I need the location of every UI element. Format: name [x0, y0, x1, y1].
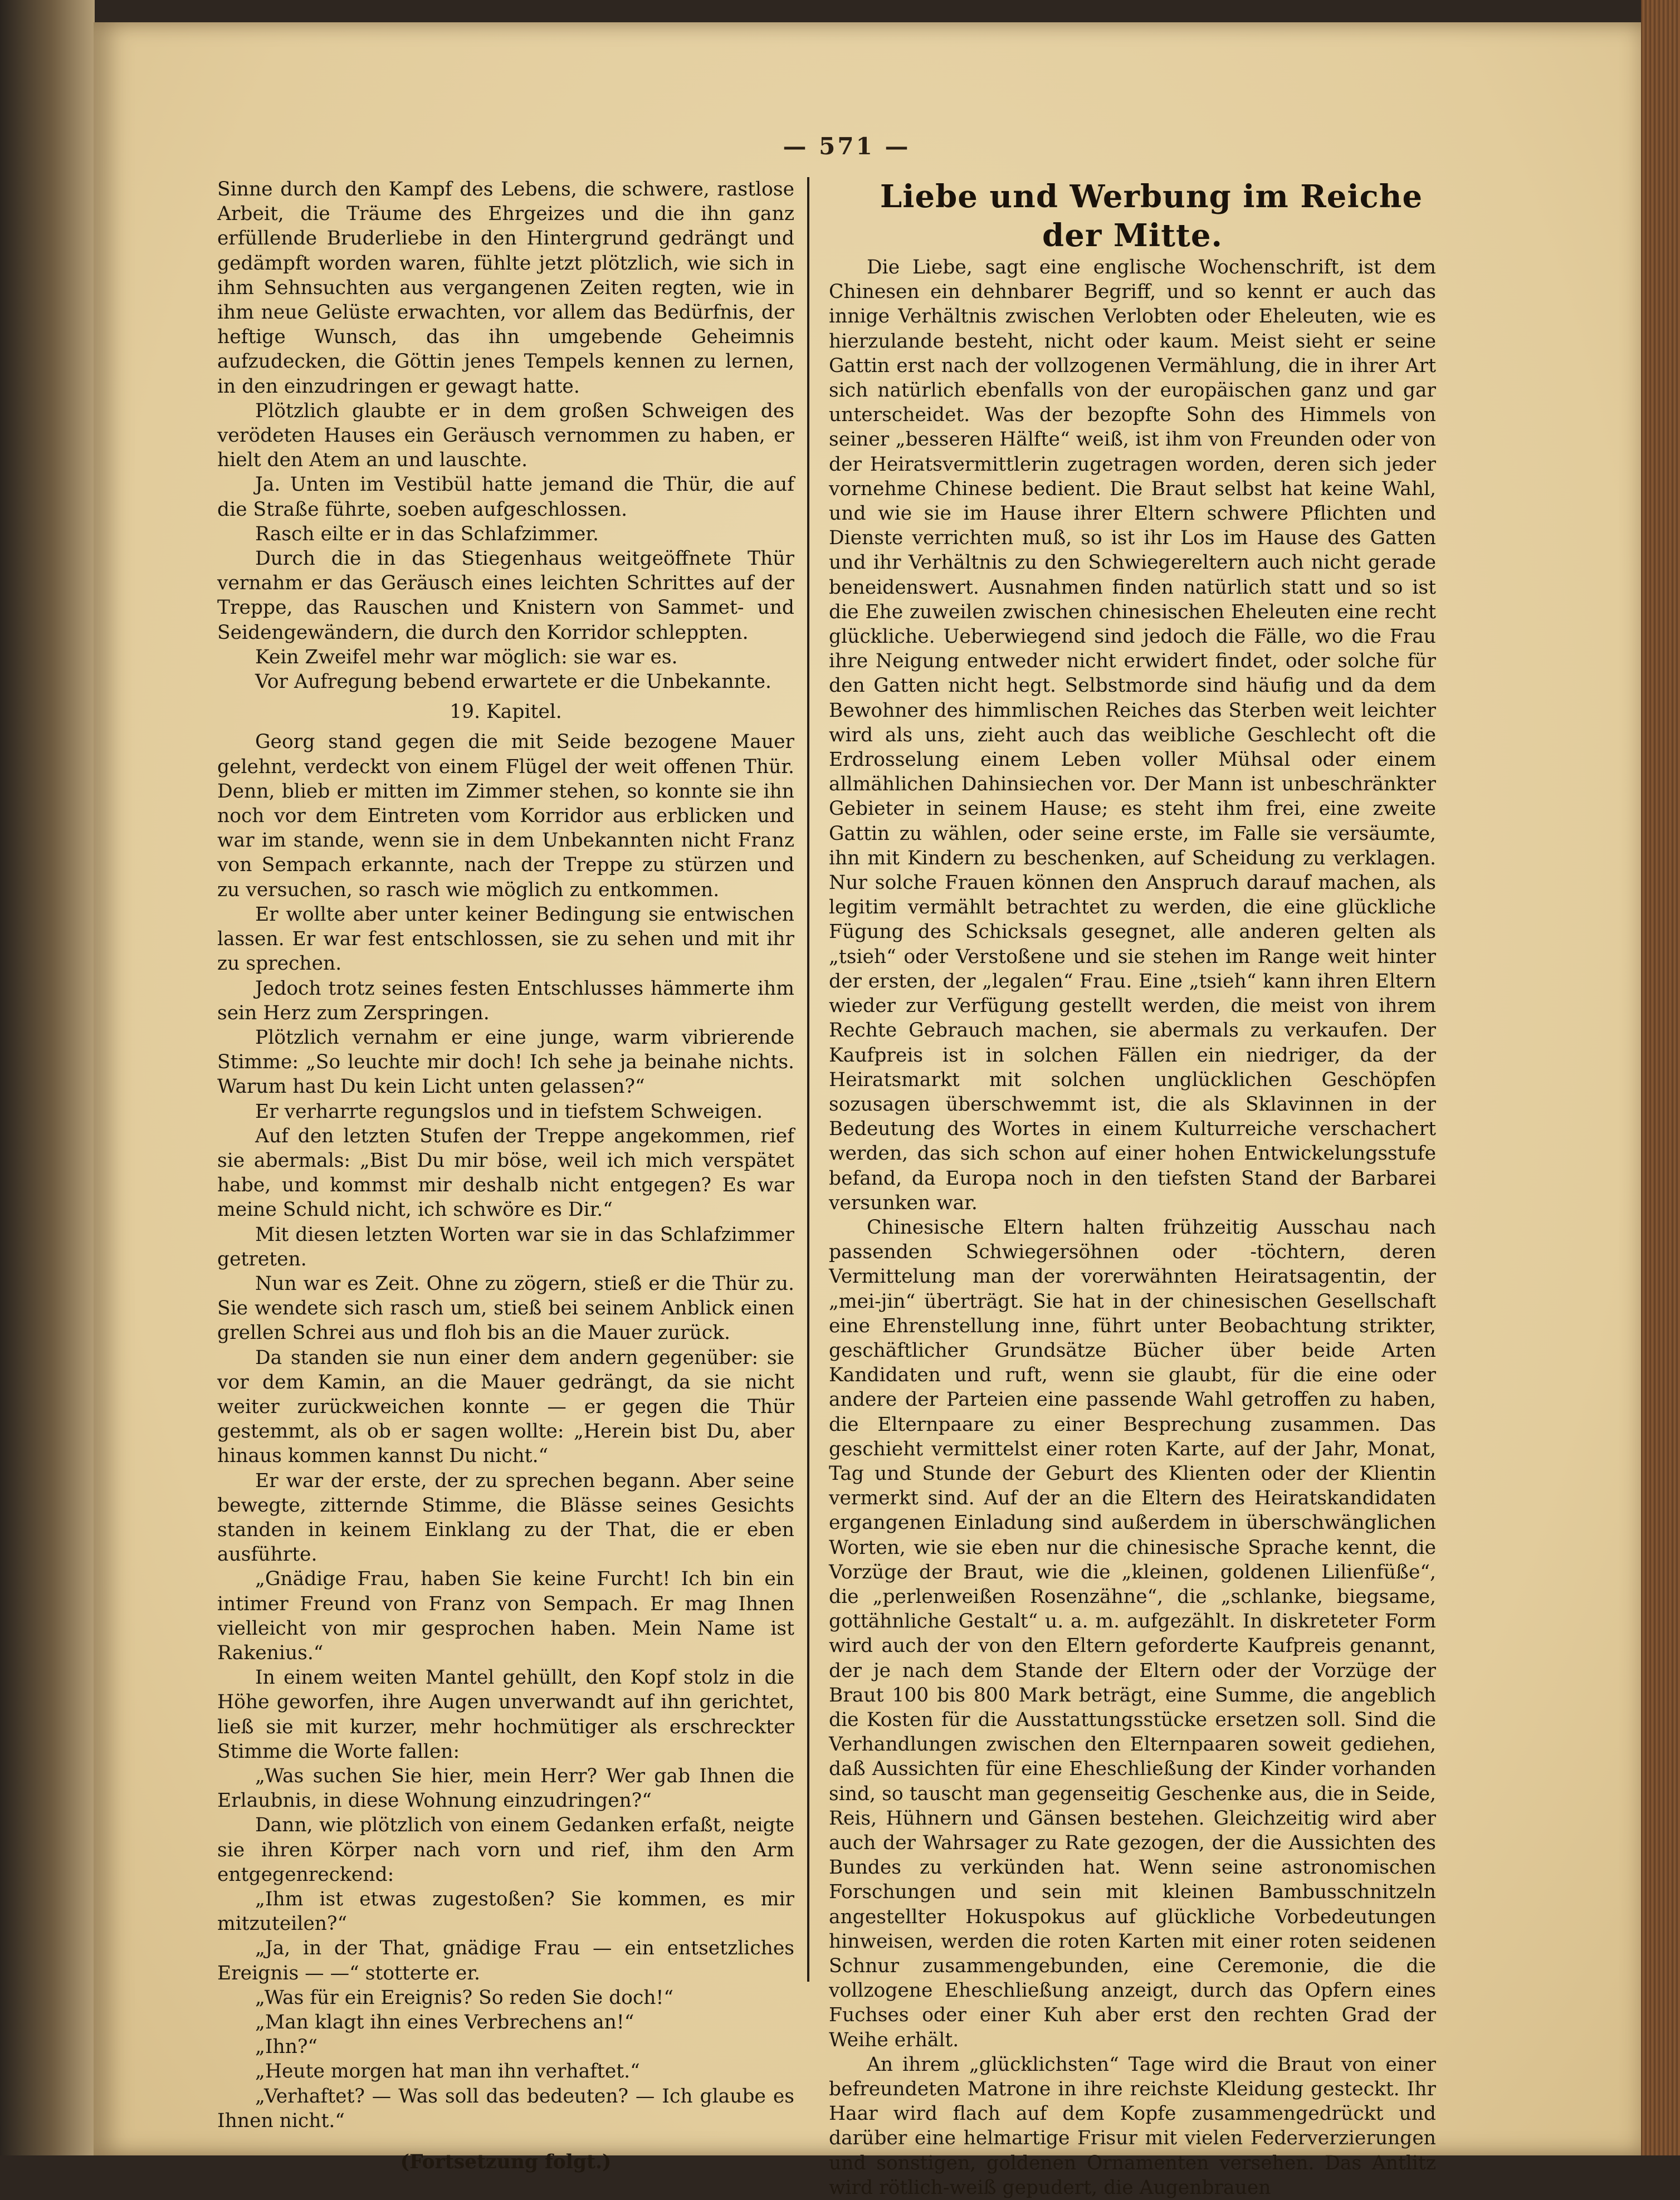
- paragraph: Er wollte aber unter keiner Bedingung sie entwischen lassen. Er war fest entschlossen, sie zu sehen und mit ihr zu sprechen.: [217, 903, 794, 975]
- paragraph: „Ihn?“: [255, 2036, 318, 2059]
- paragraph: Jedoch trotz seines festen Entschlusses hämmerte ihm sein Herz zum Zerspringen.: [217, 977, 794, 1024]
- paragraph: Vor Aufregung bebend erwartete er die Unbekannte.: [255, 671, 772, 693]
- paragraph: Nun war es Zeit. Ohne zu zögern, stieß er die Thür zu. Sie wendete sich rasch um, stieß bei seinem Anblick einen grellen Schrei aus und floh bis an die Mauer zurück.: [217, 1272, 794, 1345]
- paragraph: Sinne durch den Kampf des Lebens, die schwere, rastlose Arbeit, die Träume des Ehrgeizes und die ihn ganz erfüllende Bruderliebe in den Hintergrund gedrängt und gedämpft worden waren, fühlte jetzt plötzlich, wie sich in ihm Sehnsuchten aus vergangenen Zeiten regten, wie in ihm neue Gelüste erwachten, vor allem das Bedürfnis, der heftige Wunsch, das ihn umgebende Geheimnis aufzudecken, die Göttin jenes Tempels kennen zu lernen, in den einzudringen er gewagt hatte.: [217, 178, 794, 398]
- paragraph: Da standen sie nun einer dem andern gegenüber: sie vor dem Kamin, an die Mauer gedrängt, da sie nicht weiter zurückweichen konnte — er gegen die Thür gestemmt, als ob er sagen wollte: „Herein bist Du, aber hinaus kommen kannst Du nicht.“: [217, 1346, 794, 1468]
- paragraph: Dann, wie plötzlich von einem Gedanken erfaßt, neigte sie ihren Körper nach vorn und rief, ihm den Arm entgegenreckend:: [217, 1814, 794, 1886]
- paragraph: Die Liebe, sagt eine englische Wochenschrift, ist dem Chinesen ein dehnbarer Begriff, und so kennt er auch das innige Verhältnis zwischen Verlobten oder Eheleuten, wie es hierzulande besteht, nicht oder kaum. Meist sieht er seine Gattin erst nach der vollzogenen Vermählung, die in ihrer Art sich natürlich ebenfalls von der europäischen ganz und gar unterscheidet. Was der bezopfte Sohn des Himmels von seiner „besseren Hälfte“ weiß, ist ihm von Freunden oder von der Heiratsvermittlerin zugetragen worden, deren sich jeder vornehme Chinese bedient. Die Braut selbst hat keine Wahl, und wie sie im Hause ihrer Eltern schwere Pflichten und Dienste verrichten muß, so ist ihr Los im Hause des Gatten und ihr Verhältnis zu den Schwiegereltern auch nicht gerade beneidenswert. Ausnahmen finden natürlich statt und so ist die Ehe zuweilen zwischen chinesischen Eheleuten eine recht glückliche. Ueberwiegend sind jedoch die Fälle, wo die Frau ihre Neigung entweder nicht erwidert findet, oder solche für den Gatten nicht hegt. Selbstmorde sind häufig und da dem Bewohner des himmlischen Reiches das Sterben weit leichter wird als uns, zieht auch das weibliche Geschlecht oft die Erdrosselung einem Leben voller Mühsal oder einem allmählichen Dahinsiechen vor. Der Mann ist unbeschränkter Gebieter in seinem Hause; es steht ihm frei, eine zweite Gattin zu wählen, oder seine erste, im Falle sie versäumte, ihn mit Kindern zu beschenken, auf Scheidung zu verklagen. Nur solche Frauen können den Anspruch darauf machen, als legitim vermählt betrachtet zu werden, die eine glückliche Fügung des Schicksals gesegnet, alle anderen gelten als „tsieh“ oder Verstoßene und sie stehen im Range weit hinter der ersten, der „legalen“ Frau. Eine „tsieh“ kann ihren Eltern wieder zur Verfügung gestellt werden, die meist von ihrem Rechte Gebrauch machen, sie abermals zu verkaufen. Der Kaufpreis ist in solchen Fällen ein niedriger, da der Heiratsmarkt mit solchen unglücklichen Geschöpfen sozusagen überschwemmt ist, die als Sklavinnen in der Bedeutung des Wortes in einem Kulturreiche verschachert werden, das sich schon auf einer hohen Entwickelungsstufe befand, da Europa noch in den tiefsten Stand der Barbarei versunken war.: [829, 256, 1436, 1214]
- paragraph: Er verharrte regungslos und in tiefstem Schweigen.: [255, 1100, 763, 1123]
- paragraph: Kein Zweifel mehr war möglich: sie war es.: [255, 646, 678, 668]
- paragraph: „Ja, in der That, gnädige Frau — ein entsetzliches Ereignis — —“ stotterte er.: [217, 1937, 794, 1984]
- right-column: [829, 177, 1436, 2200]
- paragraph: Plötzlich glaubte er in dem großen Schweigen des verödeten Hauses ein Geräusch vernommen zu haben, er hielt den Atem an und lauschte.: [217, 399, 794, 472]
- chapter-heading: 19. Kapitel.: [450, 701, 562, 723]
- continued-note: (Fortsetzung folgt.): [400, 2151, 612, 2174]
- article-title: Liebe und Werbung im Reiche der Mitte.: [880, 178, 1423, 254]
- paragraph: „Was für ein Ereignis? So reden Sie doch!“: [255, 1986, 673, 2009]
- paragraph: Durch die in das Stiegenhaus weitgeöffnete Thür vernahm er das Geräusch eines leichten Schrittes auf der Treppe, das Rauschen und Knistern von Sammet- und Seidengewändern, die durch den Korridor schleppten.: [217, 547, 794, 644]
- paragraph: „Man klagt ihn eines Verbrechens an!“: [255, 2011, 634, 2034]
- paragraph: „Was suchen Sie hier, mein Herr? Wer gab Ihnen die Erlaubnis, in diese Wohnung einzudringen?“: [217, 1765, 794, 1812]
- left-column: [217, 177, 794, 2174]
- paragraph: Mit diesen letzten Worten war sie in das Schlafzimmer getreten.: [217, 1223, 794, 1270]
- paragraph: „Verhaftet? — Was soll das bedeuten? — Ich glaube es Ihnen nicht.“: [217, 2085, 794, 2132]
- paragraph: Er war der erste, der zu sprechen begann. Aber seine bewegte, zitternde Stimme, die Blässe seines Gesichts standen in keinem Einklang zu der That, die er eben ausführte.: [217, 1469, 794, 1566]
- paragraph: Ja. Unten im Vestibül hatte jemand die Thür, die auf die Straße führte, soeben aufgeschlossen.: [217, 473, 794, 521]
- left-page-edge: [0, 0, 95, 2155]
- column-divider: [807, 177, 809, 1982]
- paragraph: In einem weiten Mantel gehüllt, den Kopf stolz in die Höhe geworfen, ihre Augen unverwandt auf ihn gerichtet, ließ sie mit kurzer, mehr hochmütiger als erschreckter Stimme die Worte fallen:: [217, 1666, 794, 1763]
- page-number: — 571 —: [783, 133, 911, 160]
- paragraph: Auf den letzten Stufen der Treppe angekommen, rief sie abermals: „Bist Du mir böse, weil ich mich verspätet habe, und kommst mir deshalb nicht entgegen? Es war meine Schuld nicht, ich schwöre es Dir.“: [217, 1125, 794, 1221]
- page-stack-edge: [1641, 0, 1680, 2155]
- paragraph: Plötzlich vernahm er eine junge, warm vibrierende Stimme: „So leuchte mir doch! Ich sehe ja beinahe nichts. Warum hast Du kein Licht unten gelassen?“: [217, 1026, 794, 1098]
- paragraph: „Heute morgen hat man ihn verhaftet.“: [255, 2060, 640, 2083]
- paragraph: Rasch eilte er in das Schlafzimmer.: [255, 522, 599, 545]
- paragraph: „Gnädige Frau, haben Sie keine Furcht! Ich bin ein intimer Freund von Franz von Sempach. Er mag Ihnen vielleicht von mir gesprochen haben. Mein Name ist Rakenius.“: [217, 1568, 794, 1664]
- paragraph: Georg stand gegen die mit Seide bezogene Mauer gelehnt, verdeckt von einem Flügel der weit offenen Thür. Denn, blieb er mitten im Zimmer stehen, so konnte sie ihn noch vor dem Eintreten vom Korridor aus erblicken und war im stande, wenn sie in dem Unbekannten nicht Franz von Sempach erkannte, nach der Treppe zu stürzen und zu versuchen, so rasch wie möglich zu entkommen.: [217, 731, 794, 901]
- paragraph: „Ihm ist etwas zugestoßen? Sie kommen, es mir mitzuteilen?“: [217, 1888, 794, 1935]
- paragraph: An ihrem „glücklichsten“ Tage wird die Braut von einer befreundeten Matrone in ihre reichste Kleidung gesteckt. Ihr Haar wird flach auf dem Kopfe zusammengedrückt und darüber eine helmartige Frisur mit vielen Federverzierungen und sonstigen, goldenen Ornamenten versehen. Das Antlitz wird rötlich-weiß gepudert, die Augenbrauen: [829, 2053, 1436, 2199]
- paragraph: Chinesische Eltern halten frühzeitig Ausschau nach passenden Schwiegersöhnen oder -töchtern, deren Vermittelung man der vorerwähnten Heiratsagentin, der „mei-jin“ überträgt. Sie hat in der chinesischen Gesellschaft eine Ehrenstellung inne, führt unter Beobachtung strikter, geschäftlicher Grundsätze Bücher über beide Arten Kandidaten und ruft, wenn sie glaubt, für die eine oder andere der Parteien eine passende Wahl getroffen zu haben, die Elternpaare zu einer Besprechung zusammen. Das geschieht vermittelst einer roten Karte, auf der Jahr, Monat, Tag und Stunde der Geburt des Klienten oder der Klientin vermerkt sind. Auf der an die Eltern des Heiratskandidaten ergangenen Einladung sind außerdem in überschwänglichen Worten, wie sie eben nur die chinesische Sprache kennt, die Vorzüge der Braut, wie die „kleinen, goldenen Lilienfüße“, die „perlenweißen Rosenzähne“, die „schlanke, biegsame, gottähnliche Gestalt“ u. a. m. aufgezählt. In diskreteter Form wird auch der von den Eltern geforderte Kaufpreis genannt, der je nach dem Stande der Eltern oder der Vorzüge der Braut 100 bis 800 Mark beträgt, eine Summe, die angeblich die Kosten für die Ausstattungsstücke ersetzen soll. Sind die Verhandlungen zwischen den Elternpaaren soweit gediehen, daß Aussichten für eine Eheschließung der Kinder vorhanden sind, so tauscht man gegenseitig Geschenke aus, die in Seide, Reis, Hühnern und Gänsen bestehen. Gleichzeitig wird aber auch der Wahrsager zu Rate gezogen, der die Aussichten des Bundes zu verkünden hat. Wenn seine astronomischen Forschungen und sein mit kleinen Bambusschnitzeln angestellter Hokuspokus auf glückliche Vorbedeutungen hinweisen, werden die roten Karten mit einer roten seidenen Schnur zusammengebunden, eine Ceremonie, die die vollzogene Eheschließung anzeigt, durch das Opfern eines Fuchses oder einer Kuh aber erst den rechten Grad der Weihe erhält.: [829, 1216, 1436, 2051]
